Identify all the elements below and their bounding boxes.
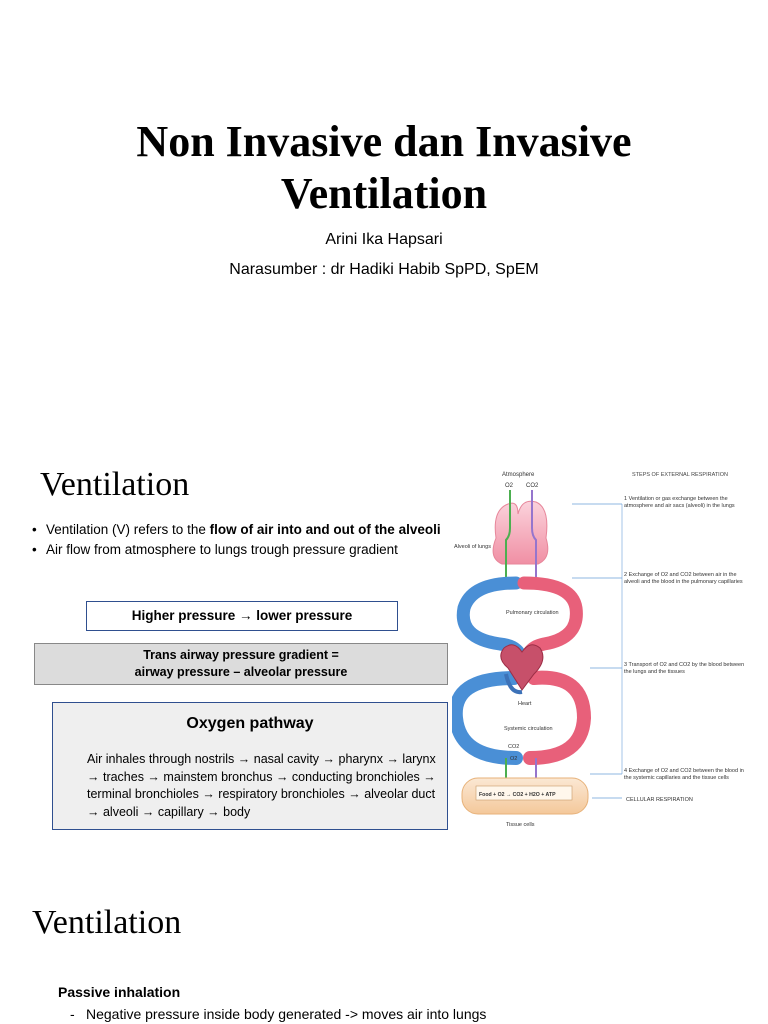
trans-line-1: Trans airway pressure gradient = [143, 648, 339, 662]
bullet-text: Ventilation (V) refers to the [46, 522, 210, 537]
bullet-bold-text: flow of air into and out of the alveoli [209, 522, 441, 537]
title-slide [0, 0, 768, 430]
co2-label-top: CO2 [526, 483, 539, 489]
higher-pressure-box: Higher pressure → lower pressure [86, 601, 398, 631]
tissue-cells-label: Tissue cells [506, 822, 535, 828]
co2-label-bottom: CO2 [508, 744, 520, 750]
slide-heading: Ventilation [40, 466, 190, 503]
trans-airway-box [34, 643, 448, 685]
alveoli-shape [493, 501, 548, 564]
slide-title [0, 116, 768, 220]
author-name: Arini Ika Hapsari [325, 231, 443, 248]
o2-label-bottom: O2 [510, 756, 518, 762]
oxygen-pathway-title: Oxygen pathway [186, 715, 314, 732]
alveoli-label: Alveoli of lungs [454, 544, 491, 550]
respiration-diagram [452, 468, 754, 834]
steps-title: STEPS OF EXTERNAL RESPIRATION [632, 472, 728, 478]
systemic-loop-red [530, 678, 584, 758]
title-line-1: Non Invasive dan Invasive [136, 117, 632, 166]
oxygen-pathway-text: Air inhales through nostrils → nasal cavity → pharynx → larynx → traches → mainstem bronchus → conducting bronchioles → terminal bronchioles → respiratory bronchioles → alveolar duct → alveoli → capillary → body [87, 752, 436, 819]
food-equation: Food + O2 → CO2 + H2O + ATP [479, 792, 556, 798]
trans-line-2: airway pressure – alveolar pressure [134, 665, 348, 679]
narasumber-line: Narasumber : dr Hadiki Habib SpPD, SpEM [229, 261, 539, 278]
dash-marker: - [70, 1006, 75, 1022]
ventilation-slide-2 [0, 880, 768, 1024]
ventilation-slide [0, 450, 768, 840]
oxygen-pathway-box [52, 702, 448, 830]
title-line-2: Ventilation [280, 169, 488, 218]
cellular-respiration-label: CELLULAR RESPIRATION [626, 797, 693, 803]
step-2-text: 2 Exchange of O2 and CO2 between air in the alveoli and the blood in the pulmonary capillaries [624, 572, 743, 585]
step-1-text: 1 Ventilation or gas exchange between the atmosphere and air sacs (alveoli) in the lungs [624, 496, 735, 509]
negative-pressure-item [70, 1006, 487, 1022]
slide-heading: Ventilation [32, 904, 182, 941]
systemic-loop-blue [456, 678, 516, 758]
step-3-text: 3 Transport of O2 and CO2 by the blood between the lungs and the tissues [624, 662, 745, 675]
step-1-text-wrap [624, 496, 752, 536]
heart-label: Heart [518, 701, 532, 707]
bullet-text: Air flow from atmosphere to lungs trough pressure gradient [46, 542, 398, 557]
step-3-text-wrap [624, 662, 752, 702]
bullet-item [32, 520, 442, 539]
step-2-text-wrap [624, 572, 752, 612]
bullet-item [32, 540, 442, 559]
pulmonary-label: Pulmonary circulation [506, 610, 559, 616]
systemic-label: Systemic circulation [504, 726, 553, 732]
bullet-list [32, 520, 442, 560]
atmosphere-label: Atmosphere [502, 472, 535, 478]
passive-inhalation-heading: Passive inhalation [58, 984, 181, 1000]
step-4-text: 4 Exchange of O2 and CO2 between the blood in the systemic capillaries and the tissue cells [624, 768, 744, 781]
o2-label-top: O2 [505, 483, 514, 489]
negative-pressure-text: Negative pressure inside body generated -> moves air into lungs [86, 1006, 487, 1022]
step-4-text-wrap [624, 768, 752, 800]
